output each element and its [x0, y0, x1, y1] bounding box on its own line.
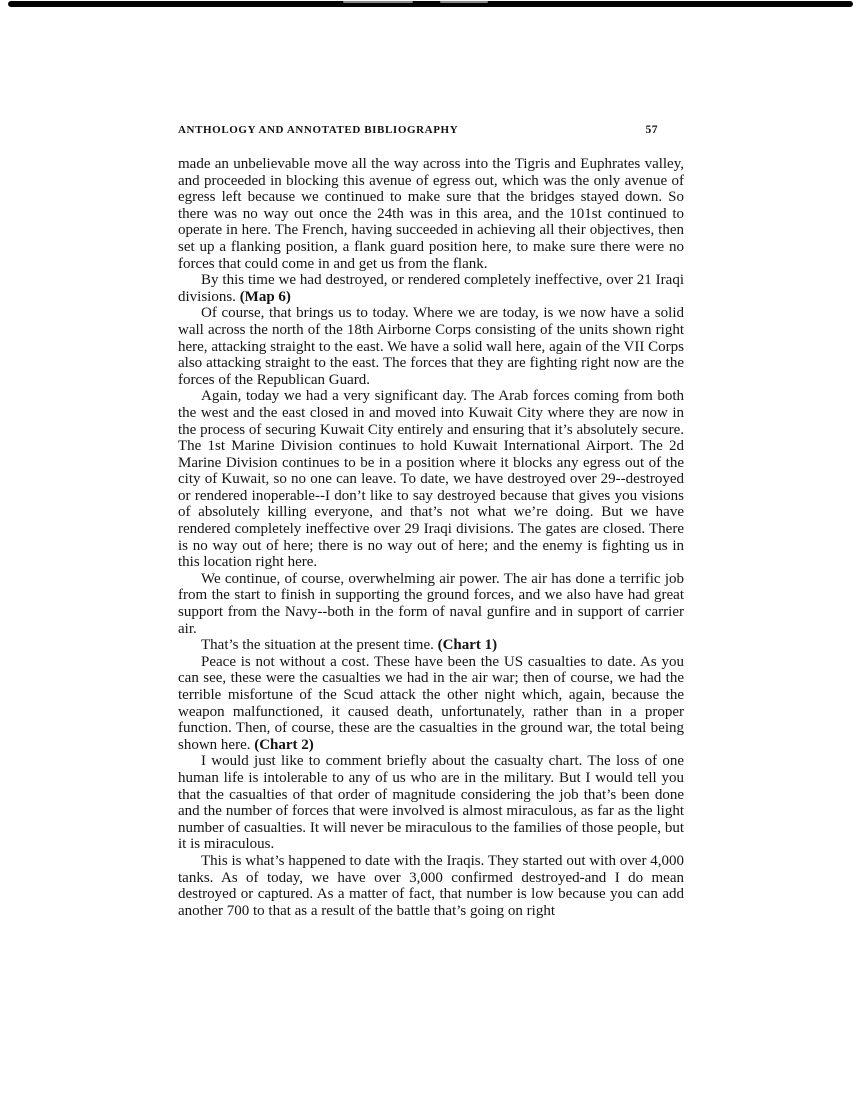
paragraph [178, 637, 684, 654]
paragraph [178, 156, 684, 272]
paragraph [178, 388, 684, 571]
text-run: Again, today we had a very significant day. The Arab forces coming from both the west and the east closed in and moved into Kuwait City where they are now in the process of securing Kuwait City entirely and ensuring that it’s absolutely secure. The 1st Marine Division continues to hold Kuwait International Airport. The 2d Marine Division continues to be in a position where it blocks any egress out of the city of Kuwait, so no one can leave. To date, we have destroyed over 29--destroyed or rendered inoperable--I don’t like to say destroyed because that gives you visions of absolutely killing everyone, and that’s not what we’re doing. But we have rendered completely ineffective over 29 Iraqi divisions. The gates are closed. There is no way out of here; there is no way out of here; and the enemy is fighting us in this location right here. [178, 388, 684, 571]
text-run: By this time we had destroyed, or rendered completely ineffective, over 21 Iraqi divisions. [178, 272, 684, 305]
scan-smudge [343, 1, 413, 3]
paragraph [178, 753, 684, 853]
text-run: I would just like to comment briefly about the casualty chart. The loss of one human life is intolerable to any of us who are in the military. But I would tell you that the casualties of that order of magnitude considering the job that’s been done and the number of forces that were involved is almost miraculous, as far as the light number of casualties. It will never be miraculous to the families of those people, but it is miraculous. [178, 753, 684, 853]
text-run: We continue, of course, overwhelming air power. The air has done a terrific job from the start to finish in supporting the ground forces, and we also have had great support from the Navy--both in the form of naval gunfire and in support of carrier air. [178, 570, 684, 637]
text-run: Peace is not without a cost. These have been the US casualties to date. As you can see, these were the casualties we had in the air war; then of course, we had the terrible misfortune of the Scud attack the other night which, again, because the weapon malfunctioned, it caused death, unfortunately, rather than in a proper function. Then, of course, these are the casualties in the ground war, the total being shown here. [178, 653, 684, 753]
bold-reference-label: (Chart 2) [254, 736, 314, 753]
text-run: This is what’s happened to date with the Iraqis. They started out with over 4,000 tanks. As of today, we have over 3,000 confirmed destroyed-and I do mean destroyed or captured. As a matter of fact, that number is low because you can add another 700 to that as a result of the battle that’s going on right [178, 852, 684, 919]
paragraph [178, 272, 684, 305]
text-run: That’s the situation at the present time. [201, 637, 438, 654]
page-content [178, 124, 684, 919]
paragraph [178, 571, 684, 637]
scan-smudge [440, 1, 488, 3]
text-run: Of course, that brings us to today. Where we are today, is we now have a solid wall across the north of the 18th Airborne Corps consisting of the units shown right here, attacking straight to the east. We have a solid wall here, again of the VII Corps also attacking straight to the east. The forces that they are fighting right now are the forces of the Republican Guard. [178, 305, 684, 388]
bold-reference-label: (Map 6) [239, 288, 291, 305]
scan-edge-artifact [8, 1, 853, 7]
running-header-title: ANTHOLOGY AND ANNOTATED BIBLIOGRAPHY [178, 124, 459, 136]
paragraph [178, 305, 684, 388]
paragraph [178, 853, 684, 919]
paragraph [178, 654, 684, 754]
body-text [178, 156, 684, 919]
bold-reference-label: (Chart 1) [437, 637, 498, 654]
text-run: made an unbelievable move all the way across into the Tigris and Euphrates valley, and proceeded in blocking this avenue of egress out, which was the only avenue of egress left because we continued to make sure that the bridges stayed down. So there was no way out once the 24th was in this area, and the 101st continued to operate in here. The French, having succeeded in achieving all their objectives, then set up a flanking position, a flank guard position here, to make sure there were no forces that could come in and get us from the flank. [178, 156, 684, 272]
page-number: 57 [645, 124, 658, 136]
running-header [178, 124, 684, 136]
